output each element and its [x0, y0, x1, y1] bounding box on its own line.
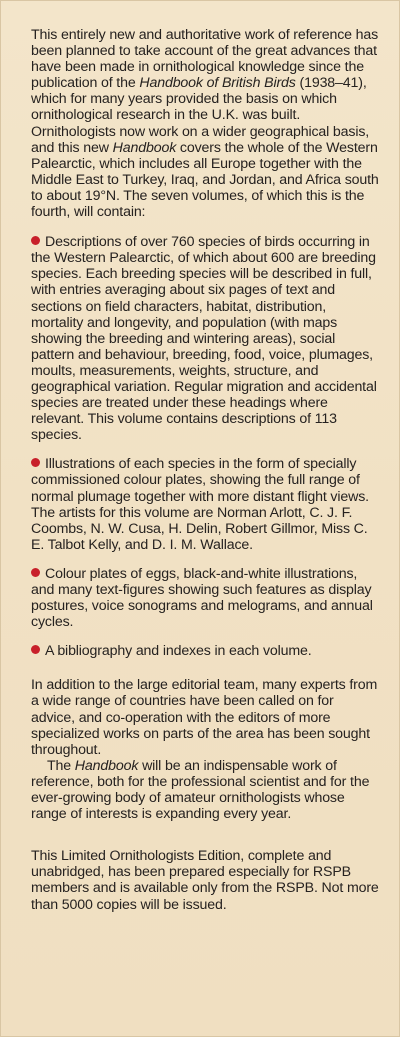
editorial-paragraph: In addition to the large editorial team, many experts from a wide range of countries have been called on for advice, and co-operation with the editors of more specialized works on parts of the area has been sought throughout.: [31, 677, 378, 758]
intro-text-1: This entirely new and authoritative work of reference has been planned to take account of the great advances that have been made in ornithological knowledge since the publication of the: [31, 27, 379, 92]
list-item-text: Descriptions of over 760 species of birds occurring in the Western Palearctic, of which about 600 are breeding species. Each breeding species will be described in full, with entries averaging about six pages of text and sections on field characters, habitat, distribution, mortality and longevity, and population (with maps showing the breeding and wintering areas), social pattern and behaviour, breeding, food, voice, plumages, moults, measurements, weights, structure, and geographical variation. Regular migration and accidental species are treated under these headings where relevant. This volume contains descriptions of 113 species.: [31, 234, 377, 444]
handbook-text-post: will be an indispensable work of reference, both for the professional scientist and for the ever-growing body of amateur ornithologists whose range of interests is expanding every year.: [31, 757, 370, 823]
list-item-text: Colour plates of eggs, black-and-white illustrations, and many text-figures showing such features as display postures, voice sonograms and melograms, and annual cycles.: [31, 565, 373, 631]
bullet-dot-icon: [31, 645, 40, 654]
list-item: [31, 234, 379, 443]
list-item-text: Illustrations of each species in the form of specially commissioned colour plates, showing the full range of normal plumage together with more distant flight views. The artists for this volume are Norman Arlott, C. J. F. Coombs, N. W. Cusa, H. Delin, Robert Gillmor, Miss C. E. Talbot Kelly, and D. I. M. Wallace.: [31, 456, 369, 553]
intro-text-2: (1938–41), which for many years provided the basis on which ornithological research in the U.K. was built. Ornithologists now work on a wider geographical basis, and this new: [31, 75, 370, 156]
handbook-title: Handbook: [112, 139, 177, 156]
list-item-text: A bibliography and indexes in each volume.: [45, 643, 312, 660]
handbook-paragraph: [31, 758, 379, 822]
bullet-dot-icon: [31, 458, 40, 467]
intro-paragraph: [31, 27, 379, 220]
bullet-dot-icon: [31, 568, 40, 577]
handbook-text-pre: The: [47, 757, 75, 774]
bullet-dot-icon: [31, 236, 40, 245]
book-title-reference: Handbook of British Birds: [139, 75, 296, 92]
edition-notice: This Limited Ornithologists Edition, complete and unabridged, has been prepared especially for RSPB members and is available only from the RSPB. Not more than 5000 copies will be issued.: [31, 848, 379, 913]
contents-list: [31, 234, 379, 659]
list-item: [31, 456, 379, 553]
handbook-title: Handbook: [74, 757, 139, 774]
intro-text-3: covers the whole of the Western Palearctic, which includes all Europe together with the Middle East to Turkey, Iraq, and Jordan, and Africa south to about 19°N. The seven volumes, of which this is the fourth, will contain:: [31, 139, 379, 221]
list-item: [31, 643, 379, 659]
list-item: [31, 566, 379, 630]
